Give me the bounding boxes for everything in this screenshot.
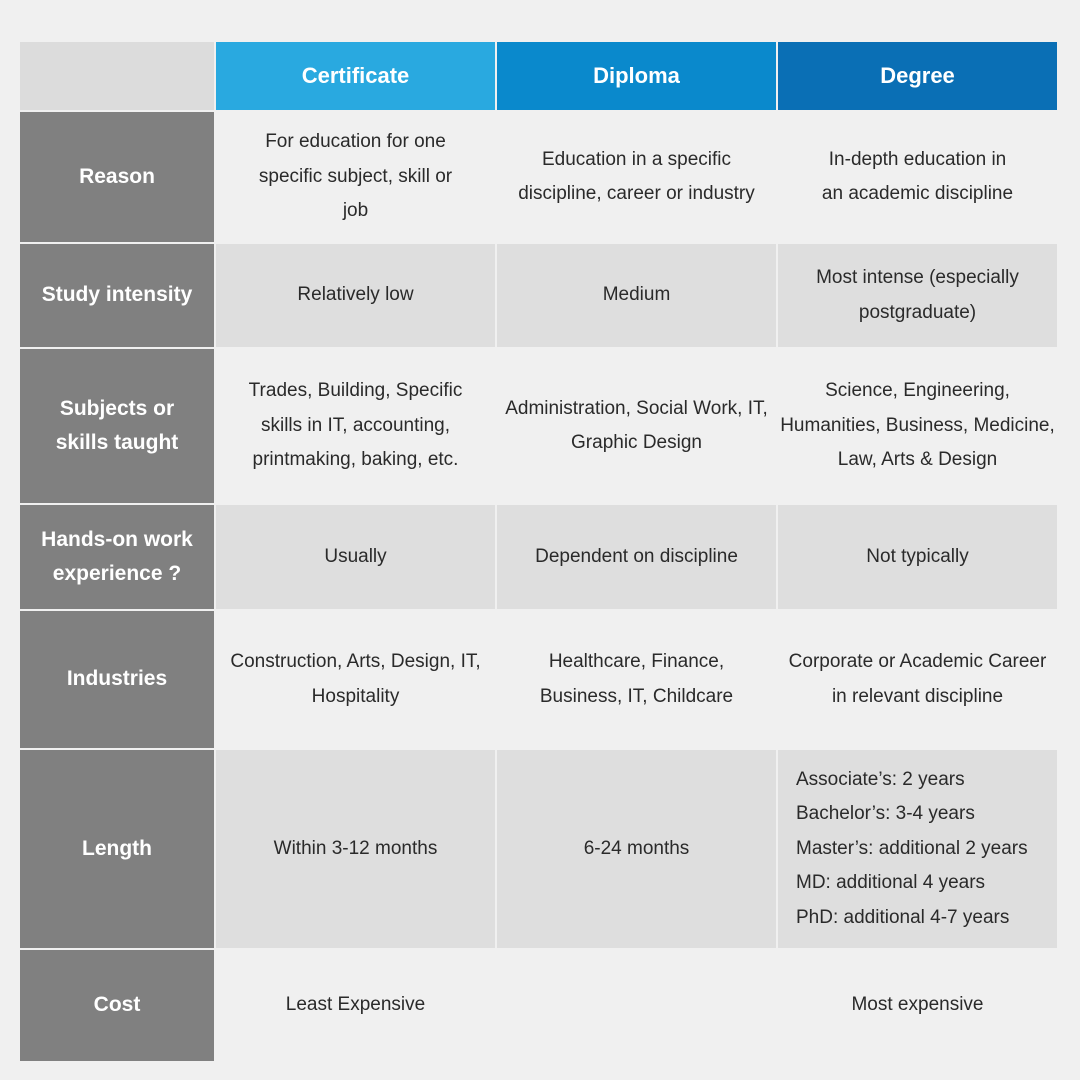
cell-subjects-degree: Science, Engineering, Humanities, Business, Medicine, Law, Arts & Design — [778, 349, 1057, 503]
row-label-study-intensity: Study intensity — [20, 244, 214, 347]
cell-handson-certificate: Usually — [216, 505, 495, 609]
row-label-length: Length — [20, 750, 214, 948]
length-degree-item: Associate’s: 2 years — [796, 768, 965, 790]
cell-cost-certificate: Least Expensive — [216, 950, 495, 1061]
length-degree-item: MD: additional 4 years — [796, 872, 986, 894]
cell-reason-diploma: Education in a specific discipline, career or industry — [497, 112, 776, 242]
column-header-certificate: Certificate — [216, 42, 495, 110]
cell-length-certificate: Within 3-12 months — [216, 750, 495, 948]
cell-intensity-certificate: Relatively low — [216, 244, 495, 347]
length-degree-list — [796, 763, 1028, 936]
cell-handson-diploma: Dependent on discipline — [497, 505, 776, 609]
cell-subjects-certificate: Trades, Building, Specific skills in IT, accounting, printmaking, baking, etc. — [216, 349, 495, 503]
cell-length-diploma: 6-24 months — [497, 750, 776, 948]
comparison-table — [20, 42, 1054, 1050]
length-degree-item: Master’s: additional 2 years — [796, 837, 1028, 859]
cell-reason-degree: In-depth education in an academic discipline — [778, 112, 1057, 242]
cell-handson-degree: Not typically — [778, 505, 1057, 609]
cell-industries-certificate: Construction, Arts, Design, IT, Hospitality — [216, 611, 495, 748]
cell-cost-diploma — [497, 950, 776, 1061]
length-degree-item: PhD: additional 4-7 years — [796, 906, 1010, 928]
row-label-subjects: Subjects or skills taught — [20, 349, 214, 503]
row-label-industries: Industries — [20, 611, 214, 748]
cell-industries-degree: Corporate or Academic Career in relevant discipline — [778, 611, 1057, 748]
cell-intensity-diploma: Medium — [497, 244, 776, 347]
row-label-reason: Reason — [20, 112, 214, 242]
column-header-diploma: Diploma — [497, 42, 776, 110]
length-degree-item: Bachelor’s: 3-4 years — [796, 803, 975, 825]
row-label-hands-on: Hands-on work experience ? — [20, 505, 214, 609]
cell-industries-diploma: Healthcare, Finance, Business, IT, Childcare — [497, 611, 776, 748]
cell-cost-degree: Most expensive — [778, 950, 1057, 1061]
cell-reason-certificate: For education for one specific subject, skill or job — [216, 112, 495, 242]
cell-intensity-degree: Most intense (especially postgraduate) — [778, 244, 1057, 347]
cell-length-degree — [778, 750, 1057, 948]
column-header-degree: Degree — [778, 42, 1057, 110]
row-label-cost: Cost — [20, 950, 214, 1061]
table-corner — [20, 42, 214, 110]
cell-subjects-diploma: Administration, Social Work, IT, Graphic Design — [497, 349, 776, 503]
